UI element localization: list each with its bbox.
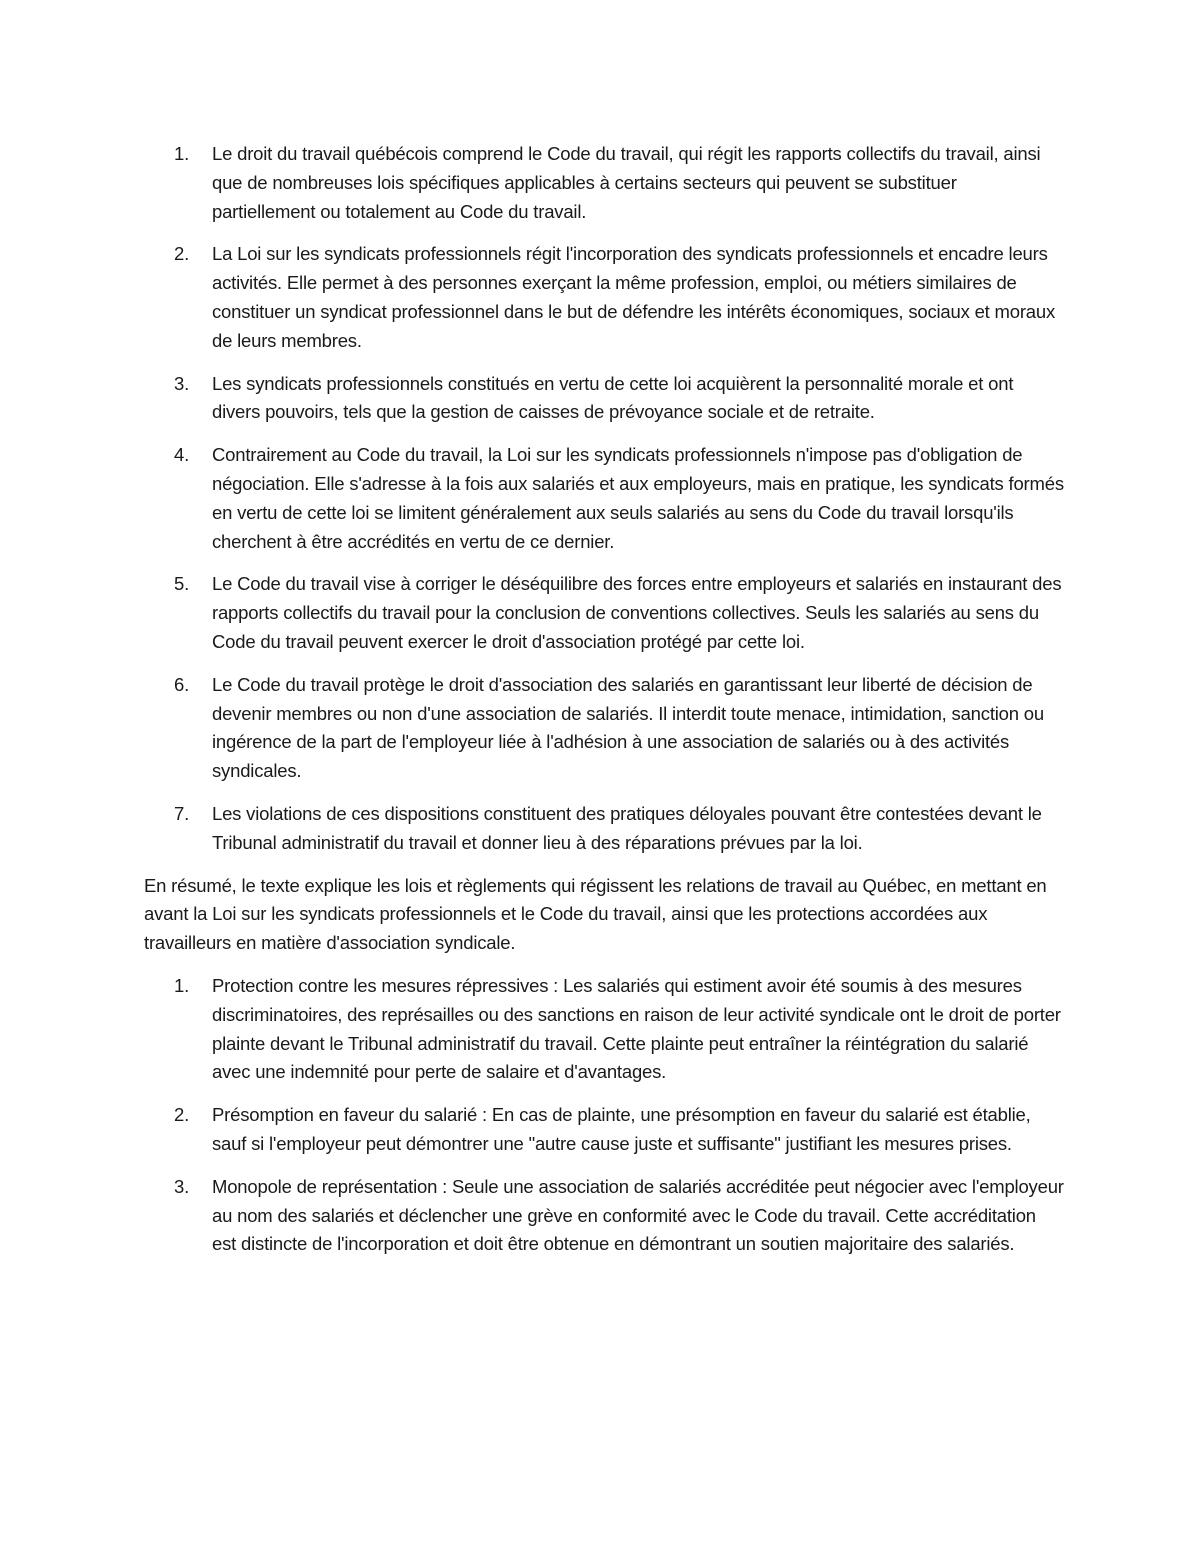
list-item-text: Protection contre les mesures répressives : Les salariés qui estiment avoir été soumis à des mesures discriminatoires, des représailles ou des sanctions en raison de leur activité syndicale ont le droit de porter plainte devant le Tribunal administratif du travail. Cette plainte peut entraîner la réintégration du salarié avec une indemnité pour perte de salaire et d'avantages. [212, 974, 1061, 1083]
numbered-list-protections [144, 972, 1064, 1259]
list-item [144, 972, 1064, 1087]
document-body [144, 140, 1064, 1273]
list-item-number: 4. [174, 444, 190, 466]
list-item [144, 240, 1064, 355]
list-item-number: 3. [174, 372, 190, 394]
list-item [144, 671, 1064, 786]
list-item-number: 1. [174, 974, 190, 996]
list-item [144, 1101, 1064, 1159]
list-item-text: Les syndicats professionnels constitués en vertu de cette loi acquièrent la personnalité morale et ont divers pouvoirs, tels que la gestion de caisses de prévoyance sociale et de retraite. [212, 372, 1014, 423]
list-item-text: Le Code du travail protège le droit d'association des salariés en garantissant leur liberté de décision de devenir membres ou non d'une association de salariés. Il interdit toute menace, intimidation, sanction ou ingérence de la part de l'employeur liée à l'adhésion à une association de salariés ou à des activités syndicales. [212, 673, 1044, 782]
list-item [144, 140, 1064, 226]
list-item [144, 441, 1064, 556]
summary-paragraph: En résumé, le texte explique les lois et règlements qui régissent les relations de travail au Québec, en mettant en avant la Loi sur les syndicats professionnels et le Code du travail, ainsi que les protections accordées aux travailleurs en matière d'association syndicale. [144, 874, 1047, 954]
list-item-text: Le droit du travail québécois comprend le Code du travail, qui régit les rapports collectifs du travail, ainsi que de nombreuses lois spécifiques applicables à certains secteurs qui peuvent se substituer partiellement ou totalement au Code du travail. [212, 143, 1041, 222]
list-item-text: Contrairement au Code du travail, la Loi sur les syndicats professionnels n'impose pas d'obligation de négociation. Elle s'adresse à la fois aux salariés et aux employeurs, mais en pratique, les syndicats formés en vertu de cette loi se limitent généralement aux seuls salariés au sens du Code du travail lorsqu'ils cherchent à être accrédités en vertu de ce dernier. [212, 444, 1064, 552]
list-item-text: Le Code du travail vise à corriger le déséquilibre des forces entre employeurs et salariés en instaurant des rapports collectifs du travail pour la conclusion de conventions collectives. Seuls les salariés au sens du Code du travail peuvent exercer le droit d'association protégé par cette loi. [212, 573, 1062, 652]
list-item-number: 7. [174, 802, 190, 824]
list-item-text: Monopole de représentation : Seule une association de salariés accréditée peut négocier avec l'employeur au nom des salariés et déclencher une grève en conformité avec le Code du travail. Cette accréditation est distincte de l'incorporation et doit être obtenue en démontrant un soutien majoritaire des salariés. [212, 1175, 1064, 1255]
list-item [144, 570, 1064, 656]
list-item-text: Présomption en faveur du salarié : En cas de plainte, une présomption en faveur du salarié est établie, sauf si l'employeur peut démontrer une "autre cause juste et suffisante" justifiant les mesures prises. [212, 1104, 1031, 1154]
list-item-number: 5. [174, 573, 190, 595]
list-item-number: 2. [174, 1104, 190, 1126]
list-item-number: 3. [174, 1175, 190, 1197]
list-item-number: 2. [174, 243, 190, 265]
list-item-text: La Loi sur les syndicats professionnels régit l'incorporation des syndicats professionnels et encadre leurs activités. Elle permet à des personnes exerçant la même profession, emploi, ou métiers similaires de constituer un syndicat professionnel dans le but de défendre les intérêts économiques, sociaux et moraux de leurs membres. [212, 243, 1056, 351]
list-item [144, 1173, 1064, 1259]
numbered-list-laws [144, 140, 1064, 858]
list-item-number: 1. [174, 143, 190, 164]
list-item [144, 370, 1064, 428]
list-item [144, 800, 1064, 858]
list-item-number: 6. [174, 673, 190, 695]
list-item-text: Les violations de ces dispositions constituent des pratiques déloyales pouvant être contestées devant le Tribunal administratif du travail et donner lieu à des réparations prévues par la loi. [212, 802, 1042, 853]
